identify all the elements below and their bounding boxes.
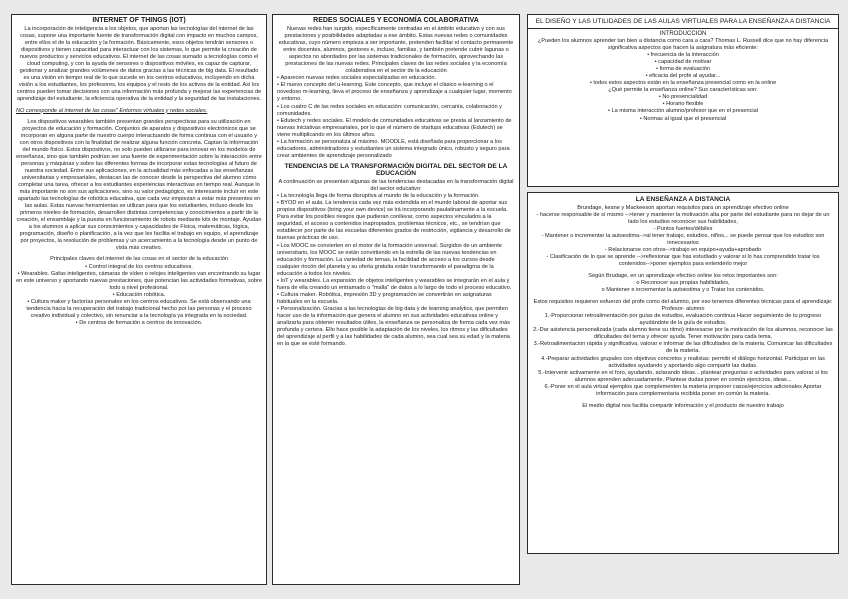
list-item: • Edutech y redes sociales. El modelo de comunidades educativas se presta al lanzamiento de nuevas iniciativas empresariales, por lo que el número de startups educativas (Edutech) se viene multiplicando en los últimos años. <box>277 118 515 139</box>
closing-line: El medio digital nos facilita compartir información y el producto de nuestro trabajo <box>582 402 784 409</box>
text-line: 1.-Proporcionar retroalimentación por guías de estudios, evaluación continua Hacer seguimiento de tu progreso ayudándote de la guía de estudios. <box>544 313 822 327</box>
text-line: 4.-Preparar actividades grupales con objetivos concretos y realistas: permitir el diálogo horizontal. Participar en las actividades ayudando y aportando algo compartir las dudas. <box>541 355 825 369</box>
list-item: • Los MOOC se convierten en el motor de la formación universal. Surgidos de un ambiente universitario, los MOOC se están convirtiendo en la estrella de las nuevas tendencias en educación y formación. La variedad de temas, la facilidad de acceso a los cursos desde cualquier rincón del planeta y su oferta gratuita están transformando el paradigma de la educación a todos los niveles. <box>277 243 515 278</box>
social-networks-panel <box>272 14 520 585</box>
list-item: • Personalización. Gracias a las tecnologías de big data y de learning analytics, que permiten hacer uso de la información que genera el alumno en sus actividades educativas online y analizarla para obtener resultados útiles, la enseñanza se personaliza de forma cada vez más profunda y certera. Ello hace posible la adaptación de los niveles, los ritmos y las dificultades del aprendizaje al perfil y a las habilidades de cada alumno, sea cual sea su edad y la materia en la que se esté formando. <box>277 306 515 348</box>
techniques-block <box>533 299 833 398</box>
list-item: • No presencialidad <box>533 94 833 101</box>
list-item: • La tecnología llega de forma disruptiva al mundo de la educación y la formación. <box>277 193 515 200</box>
list-item: • eficacia del profe al ayudar... <box>533 73 833 80</box>
list-item: • todos estos aspectos están en la enseñanza presencial como en la online <box>533 80 833 87</box>
text-line: o Reconocer sus propias habilidades, <box>636 280 730 287</box>
text-line: Profesor- alumno <box>661 306 705 313</box>
list-item: • Cultura maker y factorías personales en los centros educativos. Se está observando una tendencia hacia la recuperación del trabajo tradicional hecho por las personas y el proceso creativo individual y colectivo, sin renunciar a la tecnología ya integrada en la sociedad. <box>16 299 262 320</box>
list-item: • BYOD en el aula. La tendencia cada vez más extendida en el mundo laboral de aportar sus propios dispositivos (bring your own device) se irá incorporando paulatinamente a la escuela. Para evitar los posibles riesgos que pudieran conllevar, como aspectos vinculados a la seguridad, el acceso a contenidos inapropiados, problemas técnicos, etc., se tendrían que establecer por parte de las escuelas diferentes grados de restricción, vigilancia y desarrollo de buenas prácticas de uso. <box>277 200 515 242</box>
text-line: - Relacionarse con otros-->trabajo en equipo+ayuda+aprobado <box>604 246 762 253</box>
text-line: 3.-Retroalimentacion rápida y significativa, valorar e informar de las dificultades de la materia. Comunicar las dificultades de la materia. <box>533 341 833 355</box>
list-item: • Educación robótica. <box>16 292 262 299</box>
text-line: 6.-Poner en el aula virtual ejemplos que complementen la materia proponer casos/ejercicios adicionales Aportar información para complementaria recibida poner en común la materia. <box>544 383 822 397</box>
text-line: Estos requisitos requieren esfuerzo del profe como del alumno, por eso tenemos diferentes técnicas para el aprendizaje: <box>533 299 833 306</box>
trends-intro: A continuación se presentan algunas de las tendencias destacadas en la transformación digital del sector educativo: <box>278 179 514 193</box>
social-paragraph: Nuevas redes han surgido, específicamente centradas en el ámbito educativo y con sus prestaciones y posibilidades adaptadas a ese ámbito. Estas nuevas redes o comunidades educativas, cuyo número empieza a ser importante, pretenden facilitar el contacto permanente entre docentes, alumnos, gestores e, incluso, familias, y también pretende cubrir lagunas o aspectos no abordados por las sistemas tradicionales de formación, aprovechando las prestaciones de las nuevas redes. Principales claves de las redes sociales y la economía colaborativa en el sector de la educación <box>278 26 514 75</box>
virtual-classroom-header: EL DISEÑO Y LAS UTILIDADES DE LAS AULAS VIRTUALES PARA LA ENSEÑANZA A DISTANCIA <box>528 17 838 29</box>
challenges-block <box>533 273 833 294</box>
iot-panel <box>11 14 267 585</box>
intro-question: ¿Pueden los alumnos aprender tan bien a distancia como cara a cara? Thomas L. Russell dice que no hay diferencia significativa aspectos que hacen la asignatura más eficiente: <box>537 38 829 52</box>
social-title: REDES SOCIALES Y ECONOMÍA COLABORATIVA <box>313 17 479 24</box>
intro-title: INTRODUCCION <box>659 31 707 37</box>
text-line: Según Brudage, en un aprendizaje efectivo online los retos importantes son: <box>588 273 778 280</box>
online-list <box>533 94 833 122</box>
list-item: • Wearables. Gafas inteligentes, cámaras de vídeo o relojes inteligentes van encontrando su lugar en este universo y aportando nuevas prestaciones, que potencian las actividades formativas, sobre todo a nivel profesional. <box>16 271 262 292</box>
list-item: • forma de evaluación <box>533 66 833 73</box>
iot-paragraph-1: La incorporación de inteligencia a los objetos, que aportan las tecnologías del internet de las cosas, supone una importante fuente de transformación digital con impacto en muchos campos, entre ellos el de la educación y la formación. Básicamente, esos objetos tendrán sensores o dispositivos y tienen capacidad para interactuar con los sistemas, lo que permite la creación de nuevos productos y servicios educativos. El internet de las cosas sumado a tecnologías como el cloud computing, y con la ayuda de sensores o dispositivos móviles, es capaz de capturar, gestionar y analizar grandes volúmenes de datos gracias a las técnicas de big data. El resultado es una visión en tiempo real de lo que sucede en los centros educativos, incluyendo en dicha visión a los estudiantes, los profesores, los equipos y el resto de los activos de la entidad. Así los centros pueden tomar decisiones con una información más profunda y mejorar las experiencias de aprendizaje del estudiante, la eficiencia operativa de la entidad y la seguridad de las instalaciones. <box>16 26 262 103</box>
list-item: • Horario flexible <box>533 101 833 108</box>
iot-principles-list <box>16 264 262 327</box>
trends-bullets <box>277 193 515 348</box>
intro-list <box>533 52 833 87</box>
text-line: 2.-Dar asistencia personalizada (cada alumno tiene su ritmo) interesarse por la motivación de los alumnos, reconocer las dificultades del tema y ofrecer ayuda. Tener motivación para cada tema. <box>533 327 833 341</box>
virtual-classroom-panel <box>527 14 839 187</box>
text-line: Brundage, keane y Mackeeson aportan requisitos para un aprendizaje efectivo online <box>577 204 789 211</box>
list-item: • capacidad de motivar <box>533 59 833 66</box>
iot-title: INTERNET OF THINGS (IOT) <box>92 17 186 24</box>
iot-paragraph-2: Los dispositivos wearables también presentan grandes perspectivas para su utilización en proyectos de educación y formación. Conjuntos de aparatos y dispositivos electrónicos que se incorporan en alguna parte de nuestro cuerpo interactuando de forma continua con el usuario y con otros dispositivos con la finalidad de realizar alguna función concreta. Captan la información del mundo físico. Estos dispositivos, no solo pueden utilizarse para innovar en los modelos de enseñanza, sino que también podrían ser una fuente de experimentación sobre la interacción entre personas y máquinas y sobre las diferentes formas de incorporar estas tecnologías al futuro de nuestra sociedad. Entre sus aplicaciones, en la actualidad más enfocadas a las enseñanzas universitarias y empresariales, destacan las de conocer desde la perspectiva del alumno cómo completar una tarea, ofrecer a los estudiantes experiencias interactivas en tiempo real. Aunque lo más importante no son sus aplicaciones, sino su valor pedagógico, es interesante incluir en este apartado las tecnologías de robótica educativa, que cada vez empiezan a estar más presentes en las aulas. Estas nuevas herramientas se utilizan para que los estudiantes, incluso desde los primeros niveles de formación, desarrollen distintas competencias y conocimientos a partir de la creación, el ensamblaje y la puesta en funcionamiento de robots mediante kits de montaje. Ayudan a los alumnos a aplicar sus conocimientos y capacidades de Física, matemáticas, lógica, programación, diseño o planificación, a la vez que les facilita el trabajo en equipo, el aprendizaje por proyectos, la resolución de problemas y un acercamiento a la tecnología desde un punto de vista más creativo. <box>16 118 262 252</box>
list-item: • IoT y wearables. La expansión de objetos inteligentes y wearables se integrarán en el aula y fuera de ella creando un entramado o "malla" de datos a lo largo de todo el proceso educativo. <box>277 278 515 292</box>
text-line: - Clasificación de lo que se aprende -->reflexionar que has estudiado y valorar si lo has comprendido tratar los contenidos-->poner ejemplos para entenderlo mejor <box>546 253 820 267</box>
online-question: ¿Qué permite la enseñanza online? Sus características son: <box>608 87 758 94</box>
iot-principles-intro: Principales claves del internet de las cosas en el sector de la educación <box>50 256 228 263</box>
text-line: o Mantener e incrementar la autoestima y o Tratar los contenidos. <box>601 287 765 294</box>
list-item: • Aparecen nuevas redes sociales especializadas en educación. <box>277 75 515 82</box>
list-item: • La misma interacción alumno/profesor que en el presencial <box>533 108 833 115</box>
text-line: 5.-Intervenir activamente en el foro, ayudando, aclarando ideas... plantear preguntas o actividades para valorar si los alumnos aprenden adecuadamente. Plantear dudas poner en común ejercicios, ideas... <box>538 369 828 383</box>
list-item: • La formación se personaliza al máximo. MOODLE, está diseñada para proporcionar a los educadores, administradores y estudiantes un sistema integrado único, robusto y seguro para crear ambientes de aprendizaje personalizado <box>277 139 515 160</box>
text-line: - Puntos fuertes/débiles <box>653 225 713 232</box>
distance-learning-panel <box>527 192 839 554</box>
list-item: • frecuencia de la interacción <box>533 52 833 59</box>
list-item: • Normas al igual que el presencial <box>533 116 833 123</box>
list-item: • Cultura maker. Robótica, impresión 3D y programación se convertirán en asignaturas habituales en la escuela. <box>277 292 515 306</box>
text-line: - hacerse responsable de sí mismo -->tener y mantener la motivación alta por parte del estudiante para no dejar de un lado los estudios reconocer sus habilidades, <box>536 211 830 225</box>
trends-title: TENDENCIAS DE LA TRANSFORMACIÓN DIGITAL DEL SECTOR DE LA EDUCACIÓN <box>284 162 508 178</box>
text-line: - Mantener o incrementar la autoestima-->al tener trabajo, estudios, niños,.. se puede pensar que los estudios son innecesarios <box>541 232 825 246</box>
social-bullets <box>277 75 515 160</box>
requirements-block <box>533 205 833 268</box>
list-item: • Los cuatro C de las redes sociales en educación: comunicación, cercanía, colaboración y comunidades. <box>277 104 515 118</box>
list-item: • El nuevo concepto del u-learning. Este concepto, que incluye el clásico e-learning o el novedoso m-learning, lleva el proceso de enseñanza y aprendizaje a cualquier lugar, momento y entorno. <box>277 82 515 103</box>
iot-note: NO corresponde al internet de las cosas" Entornos virtuales y redes sociales. <box>16 107 208 114</box>
list-item: • De centros de formación a centros de innovación. <box>16 320 262 327</box>
list-item: • Control integral de los centros educativos. <box>16 264 262 271</box>
distance-title: LA ENSEÑANZA A DISTANCIA <box>635 196 731 203</box>
